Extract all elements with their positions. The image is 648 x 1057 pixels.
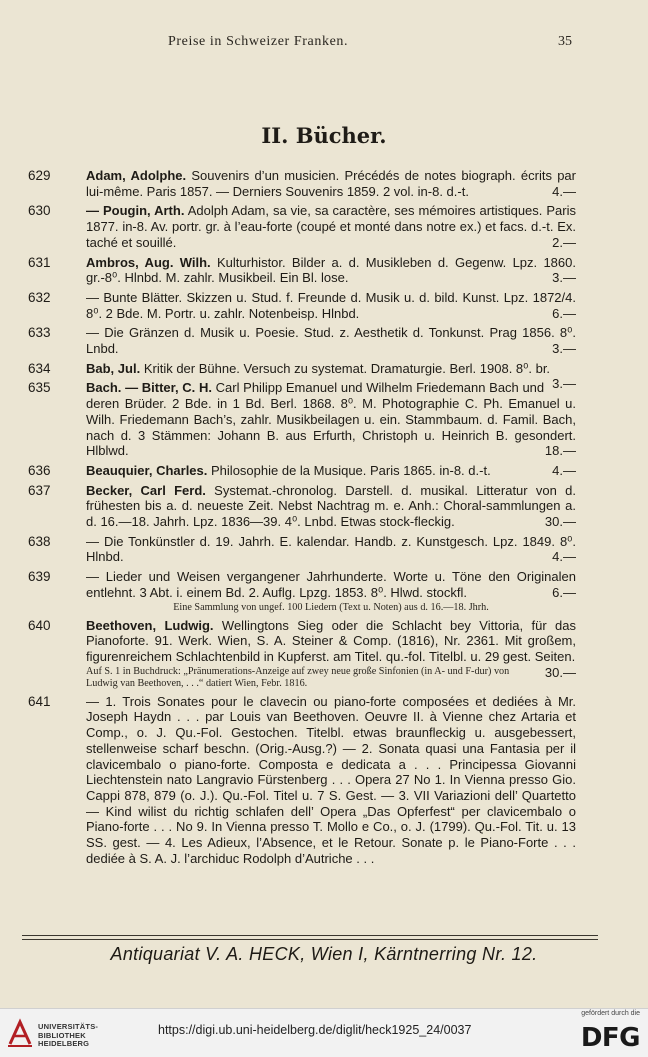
entry-number: 637 [28, 482, 51, 498]
funding-caption: gefördert durch die [581, 1010, 640, 1017]
university-library-logo-icon[interactable] [6, 1018, 34, 1048]
entry-price: 2.— [552, 234, 576, 250]
permalink-url[interactable]: https://digi.ub.uni-heidelberg.de/diglit/heck1925_24/0037 [158, 1023, 472, 1037]
entry-price: 3.— [552, 270, 576, 286]
catalogue-entry [28, 290, 576, 321]
entry-number: 638 [28, 533, 51, 549]
footer-rule [22, 935, 598, 936]
entry-price: 18.— [544, 443, 576, 459]
entry-text [86, 255, 576, 286]
entry-author: Becker, Carl Ferd. [86, 482, 206, 498]
entry-text [86, 463, 576, 479]
library-name-line: BIBLIOTHEK [38, 1030, 86, 1040]
catalogue-entry [28, 463, 576, 479]
entry-price: 3.— [552, 376, 576, 392]
entry-description: — Die Gränzen d. Musik u. Poesie. Stud. z. Aesthetik d. Tonkunst. Prag 1856. 8⁰. Lnbd. [86, 325, 576, 357]
entry-description: Souvenirs d’un musicien. Précédés de notes biograph. écrits par lui-même. Paris 1857. — Derniers Souvenirs 1859. 2 vol. in-8. d.-t. [86, 168, 576, 199]
entry-description: Kritik der Bühne. Versuch zu systemat. Dramaturgie. Berl. 1908. 8⁰. br. [143, 360, 551, 376]
entry-price: 30.— [544, 514, 576, 530]
entry-author: Bach. — Bitter, C. H. [86, 380, 212, 396]
entry-number: 636 [28, 462, 51, 478]
entry-number: 634 [28, 360, 51, 376]
entry-author: Adam, Adolphe. [86, 168, 187, 183]
entry-author: Ambros, Aug. Wilh. [86, 254, 211, 270]
entry-note: Eine Sammlung von ungef. 100 Liedern (Text u. Noten) aus d. 16.—18. Jhrh. [173, 601, 489, 613]
entry-description: Kulturhistor. Bilder a. d. Musikleben d. Gegenw. Lpz. 1860. gr.-8⁰. Hlnbd. M. zahlr. Musikbeil. Ein Bl. lose. [86, 254, 576, 286]
entry-author: Bab, Jul. [86, 360, 141, 376]
catalogue-entry [28, 694, 576, 867]
running-title: Preise in Schweizer Franken. [168, 34, 349, 49]
entry-description: — 1. Trois Sonates pour le clavecin ou piano-forte composées et dediées à Mr. Joseph Haydn . . . par Louis van Beethoven. Oeuvre II. à Vienne chez Artaria et Comp., o. J. Qu.-Fol. Gestochen. Titelbl. etwas braunfleckig u. ausgebessert, stellenweise scharf beschn. (Orig.-Ausg.?) — 2. Sonata quasi una Fantasia per il clavicembalo o piano-forte. Composta e dedicata a . . . Principessa Giovanni Liechtenstein nato Langravio Fürstenberg . . . Opera 27 No 1. In Vienna presso Gio. Cappi 878, 879 (o. J.). Qu.-Fol. Titel u. 7 S. Gest. — 3. VII Variazioni dell’ Quartetto — Kind wilist du richtig schlafen dell’ Opera „Das Opferfest“ per clavicembalo o Piano-forte . . . No 9. In Vienna presso T. Mollo e Co., o. J. (1799). Qu.-Fol. Tit. u. 13 SS. gest. — 4. Les Adieux, l’Absence, et le Retour. Sonate p. le Piano-Forte . . . dediée à S. A. J. l’archiduc Rodolph d’Autriche . . . [86, 693, 576, 866]
entry-text [86, 534, 576, 565]
entry-price: 4.— [552, 462, 576, 478]
catalogue-entry [28, 618, 576, 690]
entry-price: 4.— [552, 549, 576, 565]
entry-number: 632 [28, 289, 51, 305]
catalogue-entry [28, 534, 576, 565]
catalogue-entry [28, 483, 576, 530]
entry-description: — Lieder und Weisen vergangener Jahrhunderte. Worte u. Töne den Originalen entlehnt. 3 Abt. i. einem Bd. 2. Auflg. Lpzg. 1853. 8⁰. Hlwd. stockfl. [86, 569, 576, 600]
entry-number: 629 [28, 168, 51, 183]
entry-number: 640 [28, 617, 51, 633]
entry-number: 631 [28, 254, 51, 270]
entry-description: — Die Tonkünstler d. 19. Jahrh. E. kalendar. Handb. z. Kunstgesch. Lpz. 1849. 8⁰. Hlnbd. [86, 533, 576, 565]
entry-number: 635 [28, 380, 51, 396]
dfg-logo[interactable]: DFG [580, 1023, 640, 1053]
catalogue-entry [28, 380, 576, 459]
catalogue-entries [28, 168, 576, 870]
entry-description: Adolph Adam, sa vie, sa caractère, ses mémoires artistiques. Paris 1877. in-8. Av. portr. gr. à l’eau-forte (coupé et monté dans notre ex.) et facs. d.-t. Ex. taché et souillé. [86, 203, 576, 250]
entry-description: Philosophie de la Musique. Paris 1865. in-8. d.-t. [211, 462, 491, 478]
page-number: 35 [558, 34, 572, 49]
entry-text [86, 380, 576, 459]
entry-description: Carl Philipp Emanuel und Wilhelm Friedemann Bach und deren Brüder. 2 Bde. in 1 Bd. Berl. 1868. 8⁰. M. Photographie C. Ph. Emanuel u. Wilh. Friedemann Bach’s, zahlr. Musikbeilagen u. ein. Stammbaum. d. Famil. Bach, nach d. 3 Stämmen: Johann B. aus Erfurth, Christoph u. Heinrich B. gesondert. Hlblwd. [86, 380, 576, 459]
viewer-bottom-bar [0, 1008, 648, 1057]
entry-price: 6.— [552, 584, 576, 600]
entry-text [86, 569, 576, 600]
entry-description: Systemat.-chronolog. Darstell. d. musikal. Litteratur von d. frühesten bis a. d. neueste Zeit. Nebst Nachtrag m. e. Anh.: Choral-sammlungen a. d. 16.—18. Jahrh. Lpz. 1836—39. 4⁰. Lnbd. Etwas stock-fleckig. [86, 482, 576, 530]
entry-text [86, 290, 576, 321]
entry-price: 3.— [552, 341, 576, 357]
entry-author: — Pougin, Arth. [86, 203, 185, 219]
section-title: II. Bücher. [261, 123, 387, 148]
catalogue-entry [28, 168, 576, 199]
entry-number: 633 [28, 325, 51, 341]
entry-text [86, 325, 576, 356]
entry-text [86, 694, 576, 867]
catalogue-entry [28, 203, 576, 250]
entry-author: Beethoven, Ludwig. [86, 617, 214, 633]
entry-number: 641 [28, 693, 51, 709]
entry-text [86, 168, 576, 199]
catalogue-entry [28, 325, 576, 356]
entry-number: 630 [28, 203, 51, 219]
library-name-line: UNIVERSITÄTS- [38, 1022, 99, 1031]
library-name-line: HEIDELBERG [38, 1039, 90, 1048]
entry-description: Wellingtons Sieg oder die Schlacht bey Vittoria, für das Pianoforte. 91. Werk. Wien, S. A. Steiner & Comp. (1816), Nr. 2361. Mit großem, figurenreichem Schlachtenbild in Kupferst. am Titel. qu.-fol. Titelbl. u. 29 gest. Seiten. [86, 617, 576, 664]
entry-price: 30.— [544, 664, 576, 680]
entry-description: — Bunte Blätter. Skizzen u. Stud. f. Freunde d. Musik u. d. bild. Kunst. Lpz. 1872/4. 8⁰. 2 Bde. M. Portr. u. zahlr. Notenbeisp. Hlnbd. [86, 289, 576, 321]
entry-text [86, 203, 576, 250]
entry-text [86, 483, 576, 530]
footer-rule [22, 939, 598, 940]
running-header [0, 34, 648, 54]
entry-number: 639 [28, 569, 51, 585]
entry-note: Auf S. 1 in Buchdruck: „Pränumerations-Anzeige auf zwey neue große Sinfonien (in A- und F-dur) von Ludwig van Beethoven, . . .“ datiert Wien, Febr. 1816. [86, 665, 510, 689]
catalogue-entry [28, 569, 576, 613]
catalogue-entry [28, 255, 576, 286]
entry-price: 6.— [552, 305, 576, 321]
entry-author: Beauquier, Charles. [86, 462, 208, 478]
footer-imprint: Antiquariat V. A. HECK, Wien I, Kärntnerring Nr. 12. [110, 944, 538, 964]
library-name[interactable] [38, 1023, 98, 1049]
entry-price: 4.— [552, 183, 576, 199]
